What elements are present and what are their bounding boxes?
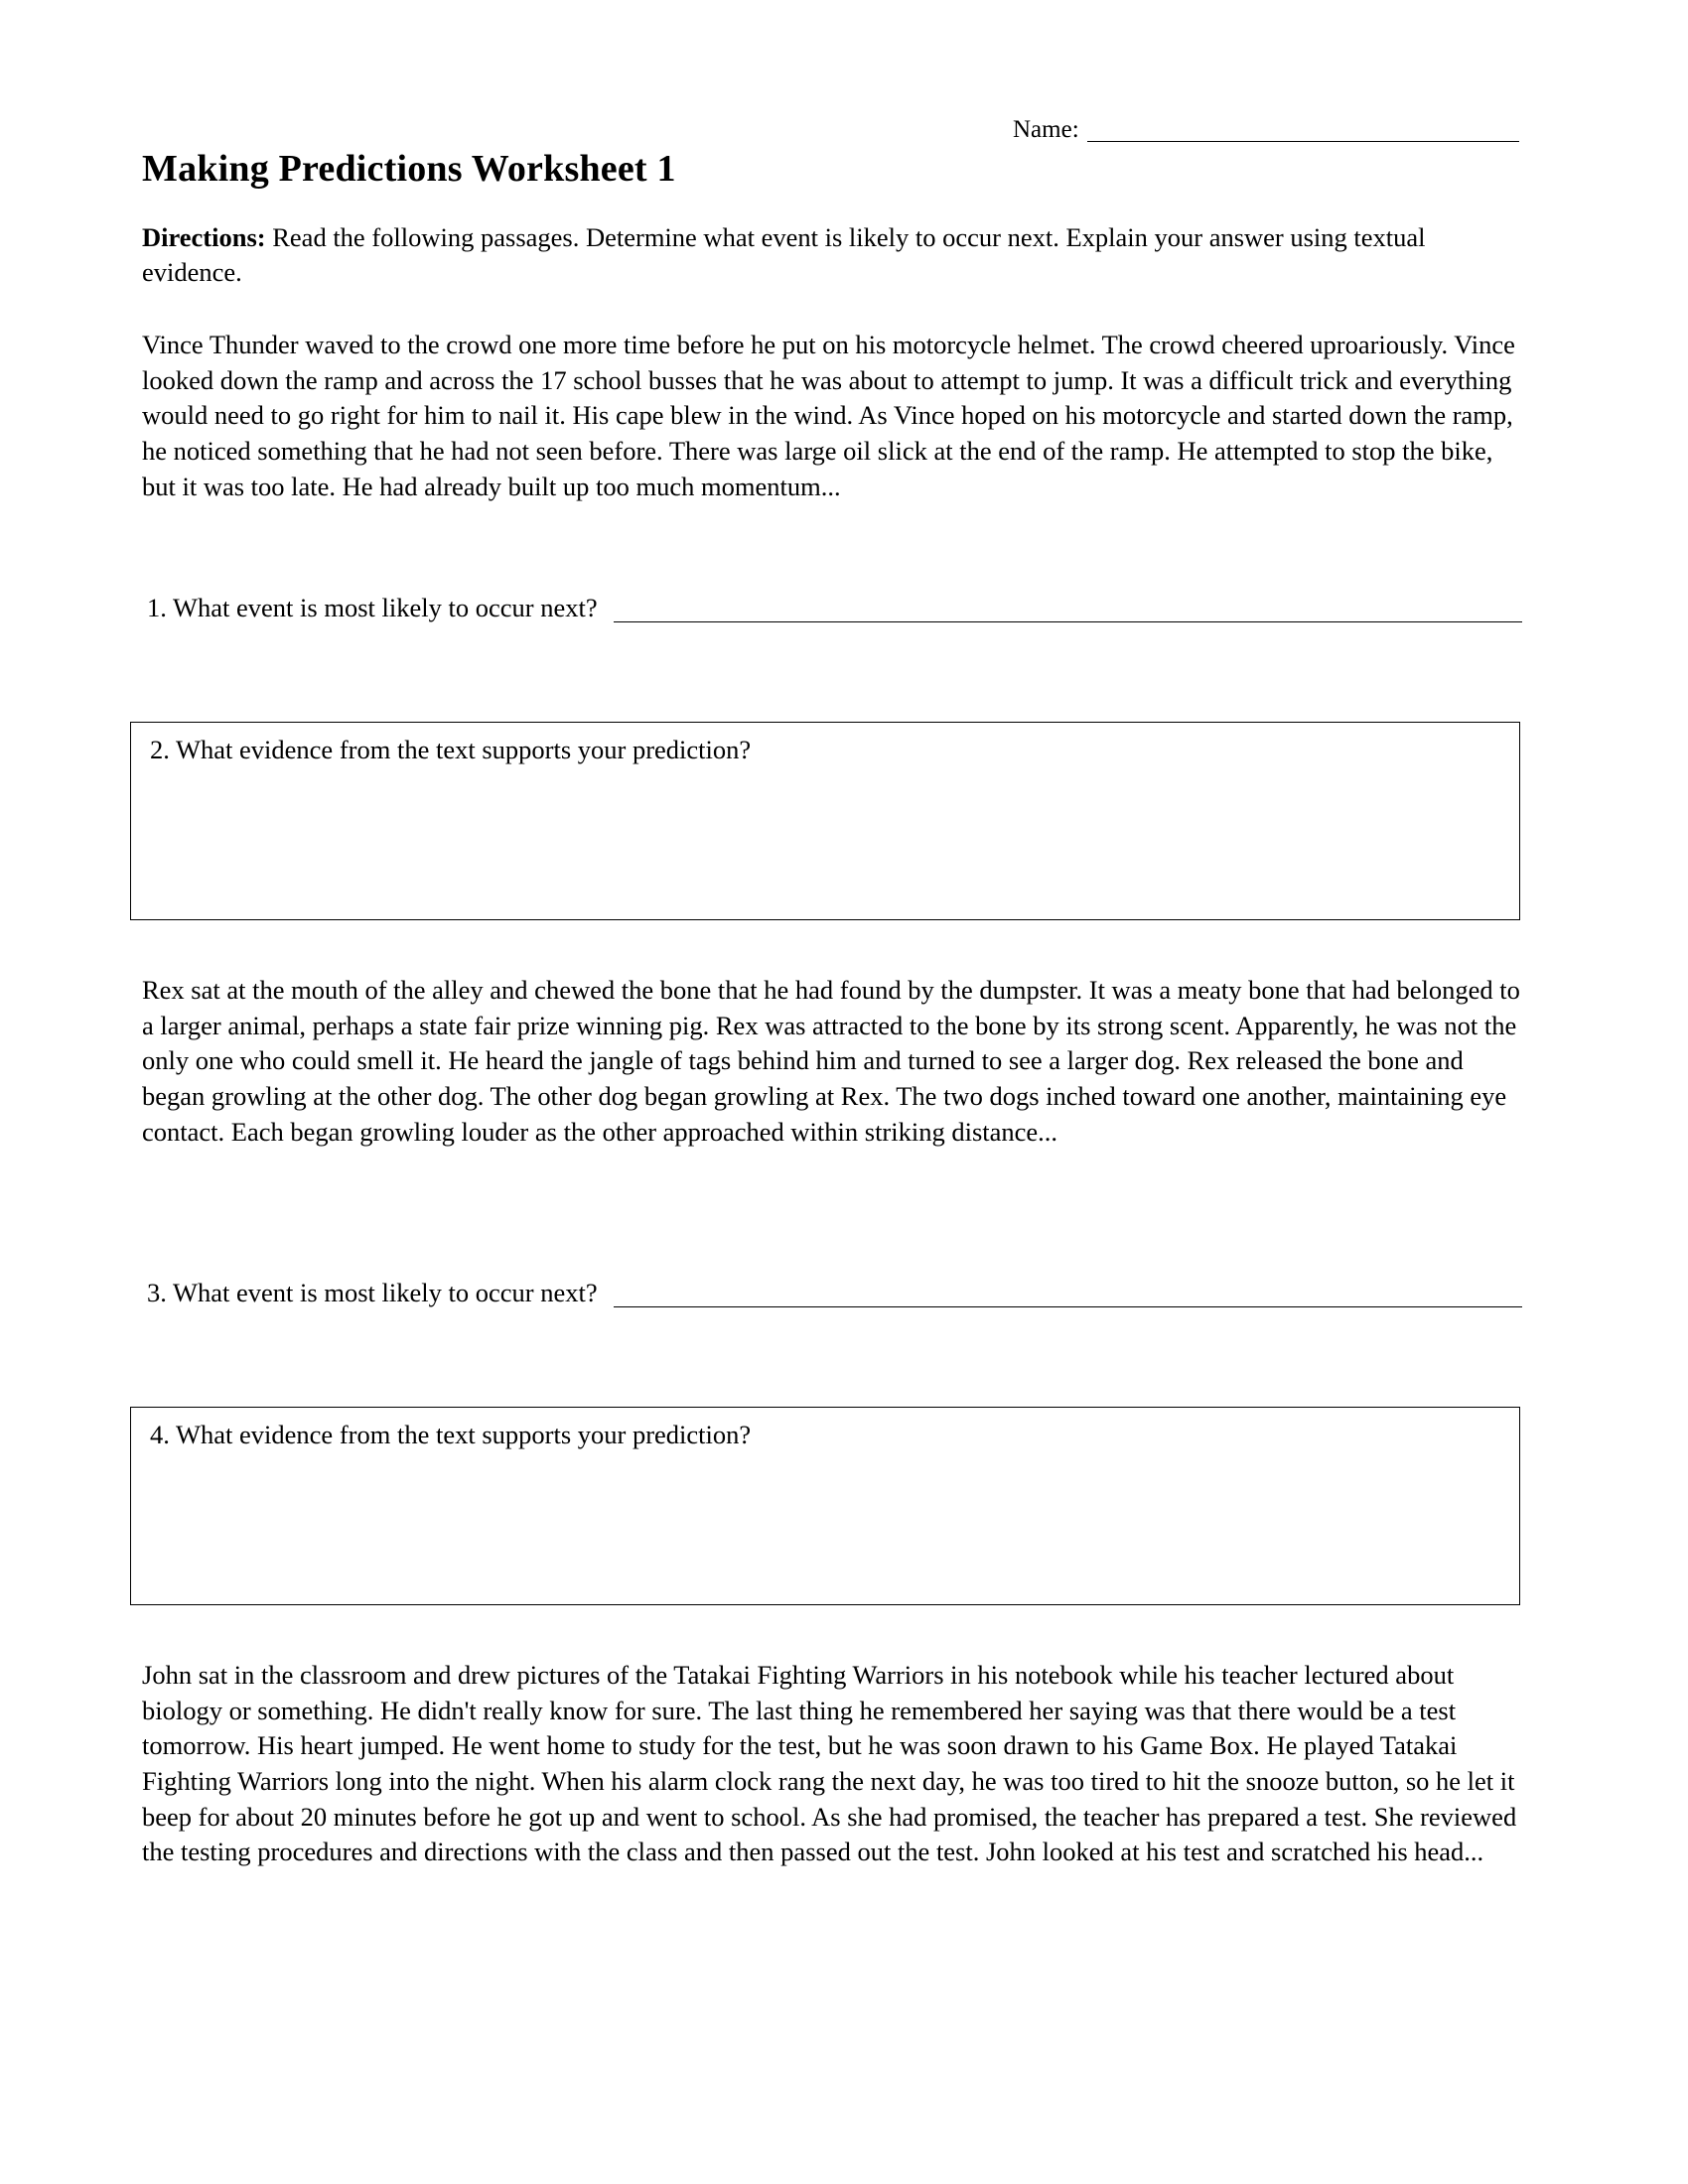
name-label: Name:	[1013, 116, 1079, 143]
question-3-answer-blank[interactable]	[614, 1283, 1522, 1307]
passage-2: Rex sat at the mouth of the alley and chewed the bone that he had found by the dumpster. It was a meaty bone that had belonged to a larger animal, perhaps a state fair prize winning pig. Rex was attracted to the bone by its strong scent. Apparently, he was not the only one who could smell it. He heard the jangle of tags behind him and turned to see a larger dog. Rex released the bone and began growling at the other dog. The other dog began growling at Rex. The two dogs inched toward one another, maintaining eye contact. Each began growling louder as the other approached within striking distance...	[142, 975, 1520, 1147]
question-4-text: 4. What evidence from the text supports your prediction?	[150, 1420, 752, 1449]
passage-1: Vince Thunder waved to the crowd one more time before he put on his motorcycle helmet. The crowd cheered uproariously. Vince looked down the ramp and across the 17 school busses that he was about to attempt to jump. It was a difficult trick and everything would need to go right for him to nail it. His cape blew in the wind. As Vince hoped on his motorcycle and started down the ramp, he noticed something that he had not seen before. There was large oil slick at the end of the ramp. He attempted to stop the bike, but it was too late. He had already built up too much momentum...	[142, 330, 1515, 501]
question-2-answer-box[interactable]	[130, 722, 1520, 920]
name-field-row	[1013, 117, 1519, 142]
question-1-text: 1. What event is most likely to occur next?	[147, 593, 598, 622]
question-3-text: 3. What event is most likely to occur next?	[147, 1278, 598, 1307]
name-input-blank[interactable]	[1087, 119, 1519, 142]
question-4-answer-box[interactable]	[130, 1407, 1520, 1605]
question-1-row	[147, 594, 1522, 622]
passage-3: John sat in the classroom and drew pictures of the Tatakai Fighting Warriors in his notebook while his teacher lectured about biology or something. He didn't really know for sure. The last thing he remembered her saying was that there would be a test tomorrow. His heart jumped. He went home to study for the test, but he was soon drawn to his Game Box. He played Tatakai Fighting Warriors long into the night. When his alarm clock rang the next day, he was too tired to hit the snooze button, so he let it beep for about 20 minutes before he got up and went to school. As she had promised, the teacher has prepared a test. She reviewed the testing procedures and directions with the class and then passed out the test. John looked at his test and scratched his head...	[142, 1660, 1517, 1867]
directions-label: Directions:	[142, 222, 266, 252]
directions-text: Read the following passages. Determine what event is likely to occur next. Explain your answer using textual evidence.	[142, 222, 1426, 287]
question-3-row	[147, 1279, 1522, 1307]
question-2-text: 2. What evidence from the text supports your prediction?	[150, 735, 752, 764]
page-title: Making Predictions Worksheet 1	[142, 148, 676, 190]
directions-paragraph	[142, 220, 1522, 290]
question-1-answer-blank[interactable]	[614, 598, 1522, 622]
